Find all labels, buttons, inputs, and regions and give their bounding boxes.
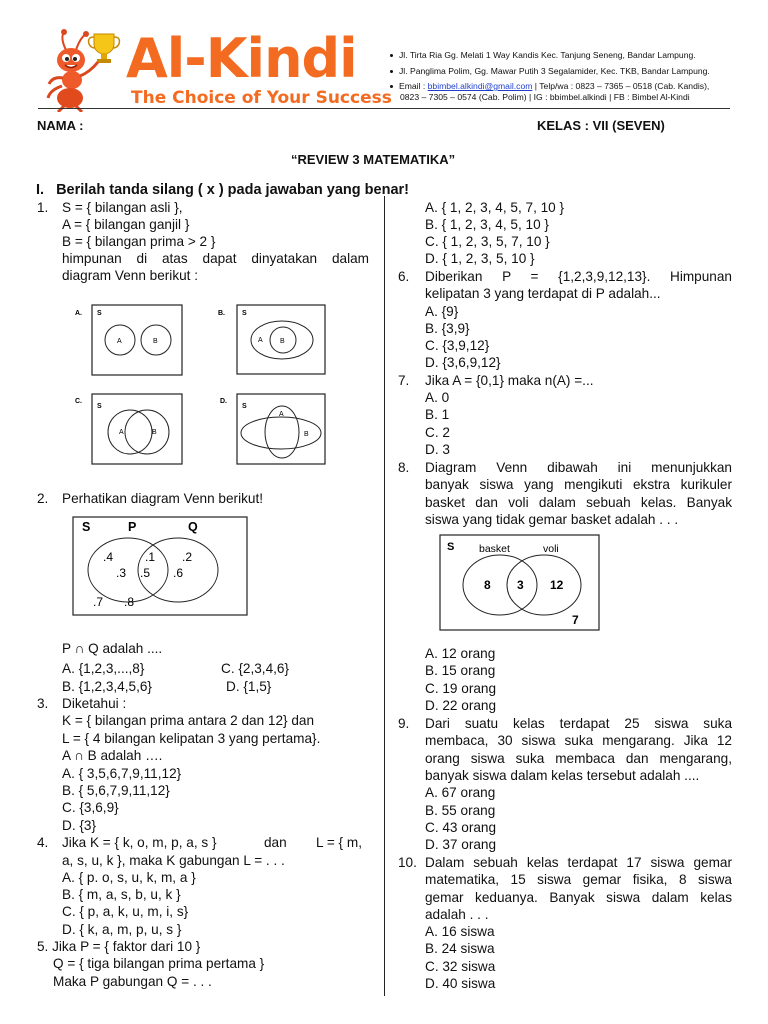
- q1-option-c-label: C.: [75, 398, 82, 405]
- q1-d-universe: [237, 394, 325, 464]
- q1-a-label-b: B: [153, 338, 158, 345]
- q10-option[interactable]: D. 40 siswa: [425, 976, 496, 991]
- q1-number: 1.: [37, 200, 49, 215]
- q1-d-s-label: S: [242, 403, 247, 410]
- q4-line-1b: dan: [264, 835, 287, 850]
- brand-name: Al-Kindi: [126, 27, 357, 90]
- q3-number: 3.: [37, 696, 49, 711]
- name-label: NAMA :: [37, 118, 84, 133]
- q7-option[interactable]: C. 2: [425, 425, 450, 440]
- q2-option-a[interactable]: A. {1,2,3,...,8}: [62, 661, 145, 676]
- q1-c-label-a: A: [119, 429, 124, 436]
- q2-option-d[interactable]: D. {1,5}: [226, 679, 272, 694]
- q6-option[interactable]: A. {9}: [425, 304, 459, 319]
- q8-value-basket-only: 8: [484, 578, 491, 592]
- q1-a-label-a: A: [117, 338, 122, 345]
- q9-line: membaca, 30 siswa suka mengarang. Jika 12: [425, 733, 732, 748]
- q5-option[interactable]: A. { 1, 2, 3, 4, 5, 7, 10 }: [425, 200, 565, 215]
- q7-text: Jika A = {0,1} maka n(A) =...: [425, 373, 594, 388]
- q9-line: Dari suatu kelas terdapat 25 siswa suka: [425, 716, 732, 731]
- q2-option-c[interactable]: C. {2,3,4,6}: [221, 661, 290, 676]
- address-line-1: Jl. Tirta Ria Gg. Melati 1 Way Kandis Kec. Tanjung Seneng, Bandar Lampung.: [390, 50, 696, 60]
- q9-option[interactable]: C. 43 orang: [425, 820, 497, 835]
- q4-option[interactable]: C. { p, a, k, u, m, i, s}: [62, 904, 189, 919]
- q5-option[interactable]: C. { 1, 2, 3, 5, 7, 10 }: [425, 234, 550, 249]
- q1-d-label-b: B: [304, 431, 309, 438]
- q10-line: adalah . . .: [425, 907, 489, 922]
- q2-p-label: P: [128, 520, 137, 534]
- q8-venn-diagram: [439, 534, 601, 632]
- q6-number: 6.: [398, 269, 410, 284]
- q7-option[interactable]: B. 1: [425, 407, 450, 422]
- q8-line: basket dan voli dalam sebuah kelas. Banyak: [425, 495, 732, 510]
- q8-line: siswa yang tidak gemar basket adalah . . .: [425, 512, 679, 527]
- q6-option[interactable]: B. {3,9}: [425, 321, 470, 336]
- q3-line: Diketahui :: [62, 696, 127, 711]
- q8-line: Diagram Venn dibawah ini menunjukkan: [425, 460, 732, 475]
- q9-number: 9.: [398, 716, 410, 731]
- q10-option[interactable]: C. 32 siswa: [425, 959, 496, 974]
- q1-option-a-label: A.: [75, 310, 82, 317]
- section-heading: I. Berilah tanda silang ( x ) pada jawaban yang benar!: [36, 182, 409, 198]
- q1-d-label-a: A: [279, 411, 284, 418]
- q7-option[interactable]: A. 0: [425, 390, 450, 405]
- q6-option[interactable]: C. {3,9,12}: [425, 338, 490, 353]
- q1-b-label-b: B: [280, 338, 285, 345]
- q2-question: P ∩ Q adalah ....: [62, 641, 163, 656]
- q9-line: orang siswa suka membaca dan mengarang,: [425, 751, 732, 766]
- q8-voli-label: voli: [543, 543, 559, 555]
- q1-line: B = { bilangan prima > 2 }: [62, 234, 216, 249]
- q8-circle-basket: [463, 555, 537, 615]
- q9-option[interactable]: D. 37 orang: [425, 837, 497, 852]
- q1-option-b-label: B.: [218, 310, 225, 317]
- q10-line: matematika, 15 siswa gemar fisika, 8 siswa: [425, 872, 732, 887]
- brand-tagline: The Choice of Your Success: [131, 88, 392, 108]
- q4-line-1a: Jika K = { k, o, m, p, a, s }: [62, 835, 217, 850]
- q2-q-label: Q: [188, 520, 198, 534]
- q2-number: 2.: [37, 491, 49, 506]
- q4-number: 4.: [37, 835, 49, 850]
- q6-line-1: Diberikan P = {1,2,3,9,12,13}. Himpunan: [425, 269, 732, 284]
- q5-option[interactable]: B. { 1, 2, 3, 4, 5, 10 }: [425, 217, 549, 232]
- q8-option[interactable]: C. 19 orang: [425, 681, 497, 696]
- q3-line: L = { 4 bilangan kelipatan 3 yang pertama}.: [62, 731, 321, 746]
- q7-number: 7.: [398, 373, 410, 388]
- q5-line: Q = { tiga bilangan prima pertama }: [53, 956, 265, 971]
- q1-a-s-label: S: [97, 310, 102, 317]
- q3-option[interactable]: A. { 3,5,6,7,9,11,12}: [62, 766, 182, 781]
- q1-line: A = { bilangan ganjil }: [62, 217, 190, 232]
- q1-b-label-a: A: [258, 337, 263, 344]
- q4-line-1c: L = { m,: [316, 835, 362, 850]
- q5-option[interactable]: D. { 1, 2, 3, 5, 10 }: [425, 251, 535, 266]
- q2-circle-p: [88, 538, 168, 602]
- q1-c-s-label: S: [97, 403, 102, 410]
- page-title: “REVIEW 3 MATEMATIKA”: [291, 152, 456, 167]
- q2-element: .6: [173, 566, 184, 580]
- q8-line: banyak siswa yang mengikuti ekstra kurikuler: [425, 477, 732, 492]
- q1-option-d-label: D.: [220, 398, 227, 405]
- q4-line-2: a, s, u, k }, maka K gabungan L = . . .: [62, 853, 285, 868]
- q1-line: himpunan di atas dapat dinyatakan dalam: [62, 251, 369, 266]
- q9-option[interactable]: B. 55 orang: [425, 803, 496, 818]
- q2-venn-diagram: [72, 516, 250, 618]
- q8-basket-label: basket: [479, 543, 510, 555]
- q10-line: Dalam sebuah kelas terdapat 17 siswa gemar: [425, 855, 732, 870]
- q2-element: .2: [182, 550, 193, 564]
- address-line-2: Jl. Panglima Polim, Gg. Mawar Putih 3 Segalamider, Kec. TKB, Bandar Lampung.: [390, 66, 710, 76]
- q5-line: 5. Jika P = { faktor dari 10 }: [37, 939, 201, 954]
- q10-number: 10.: [398, 855, 417, 870]
- q1-line: S = { bilangan asli },: [62, 200, 183, 215]
- q9-option[interactable]: A. 67 orang: [425, 785, 496, 800]
- q8-value-neither: 7: [572, 613, 579, 627]
- q2-text: Perhatikan diagram Venn berikut!: [62, 491, 264, 506]
- q8-option[interactable]: A. 12 orang: [425, 646, 496, 661]
- q4-option[interactable]: A. { p. o, s, u, k, m, a }: [62, 870, 196, 885]
- q8-number: 8.: [398, 460, 410, 475]
- q10-line: gemar keduanya. Banyak siswa dalam kelas: [425, 890, 732, 905]
- q4-option[interactable]: D. { k, a, m, p, u, s }: [62, 922, 182, 937]
- q3-option[interactable]: B. { 5,6,7,9,11,12}: [62, 783, 170, 798]
- q1-b-s-label: S: [242, 310, 247, 317]
- q8-value-voli-only: 12: [550, 578, 564, 592]
- q10-option[interactable]: A. 16 siswa: [425, 924, 495, 939]
- q6-line-2: kelipatan 3 yang terdapat di P adalah...: [425, 286, 661, 301]
- q3-option[interactable]: C. {3,6,9}: [62, 800, 119, 815]
- q2-element: .8: [124, 595, 135, 609]
- q2-element: .7: [93, 595, 104, 609]
- q2-element: .1: [145, 550, 156, 564]
- q1-c-circle-b: [125, 410, 169, 454]
- q7-option[interactable]: D. 3: [425, 442, 450, 457]
- q3-line: A ∩ B adalah ….: [62, 748, 163, 763]
- q6-option[interactable]: D. {3,6,9,12}: [425, 355, 501, 370]
- q2-s-label: S: [82, 520, 91, 534]
- q3-line: K = { bilangan prima antara 2 dan 12} dan: [62, 713, 315, 728]
- ant-mascot-logo: [44, 28, 130, 112]
- q8-value-both: 3: [517, 578, 524, 592]
- q10-option[interactable]: B. 24 siswa: [425, 941, 495, 956]
- column-divider: [384, 196, 385, 996]
- class-label: KELAS : VII (SEVEN): [537, 118, 665, 133]
- q2-element: .4: [103, 550, 114, 564]
- q8-option[interactable]: B. 15 orang: [425, 663, 496, 678]
- q5-line: Maka P gabungan Q = . . .: [53, 974, 212, 989]
- q2-element: .5: [140, 566, 151, 580]
- q1-venn-diagrams: [70, 298, 360, 473]
- header-divider: [38, 108, 730, 109]
- q4-option[interactable]: B. { m, a, s, b, u, k }: [62, 887, 181, 902]
- q1-c-circle-a: [108, 410, 152, 454]
- q1-c-label-b: B: [152, 429, 157, 436]
- q9-line: banyak siswa dalam kelas tersebut adalah ....: [425, 768, 700, 783]
- email-link[interactable]: bbimbel.alkindi@gmail.com: [427, 81, 533, 91]
- q2-element: .3: [116, 566, 127, 580]
- q1-line: diagram Venn berikut :: [62, 268, 199, 283]
- contact-line-2: 0823 – 7305 – 0574 (Cab. Polim) | IG : bbimbel.alkindi | FB : Bimbel Al-Kindi: [400, 92, 690, 102]
- q1-d-circle-b: [241, 417, 321, 449]
- q3-option[interactable]: D. {3}: [62, 818, 97, 833]
- q8-option[interactable]: D. 22 orang: [425, 698, 497, 713]
- q2-option-b[interactable]: B. {1,2,3,4,5,6}: [62, 679, 152, 694]
- q8-s-label: S: [447, 541, 455, 553]
- contact-line-1: Email : bbimbel.alkindi@gmail.com | Telp/wa : 0823 – 7365 – 0518 (Cab. Kandis),: [390, 81, 709, 91]
